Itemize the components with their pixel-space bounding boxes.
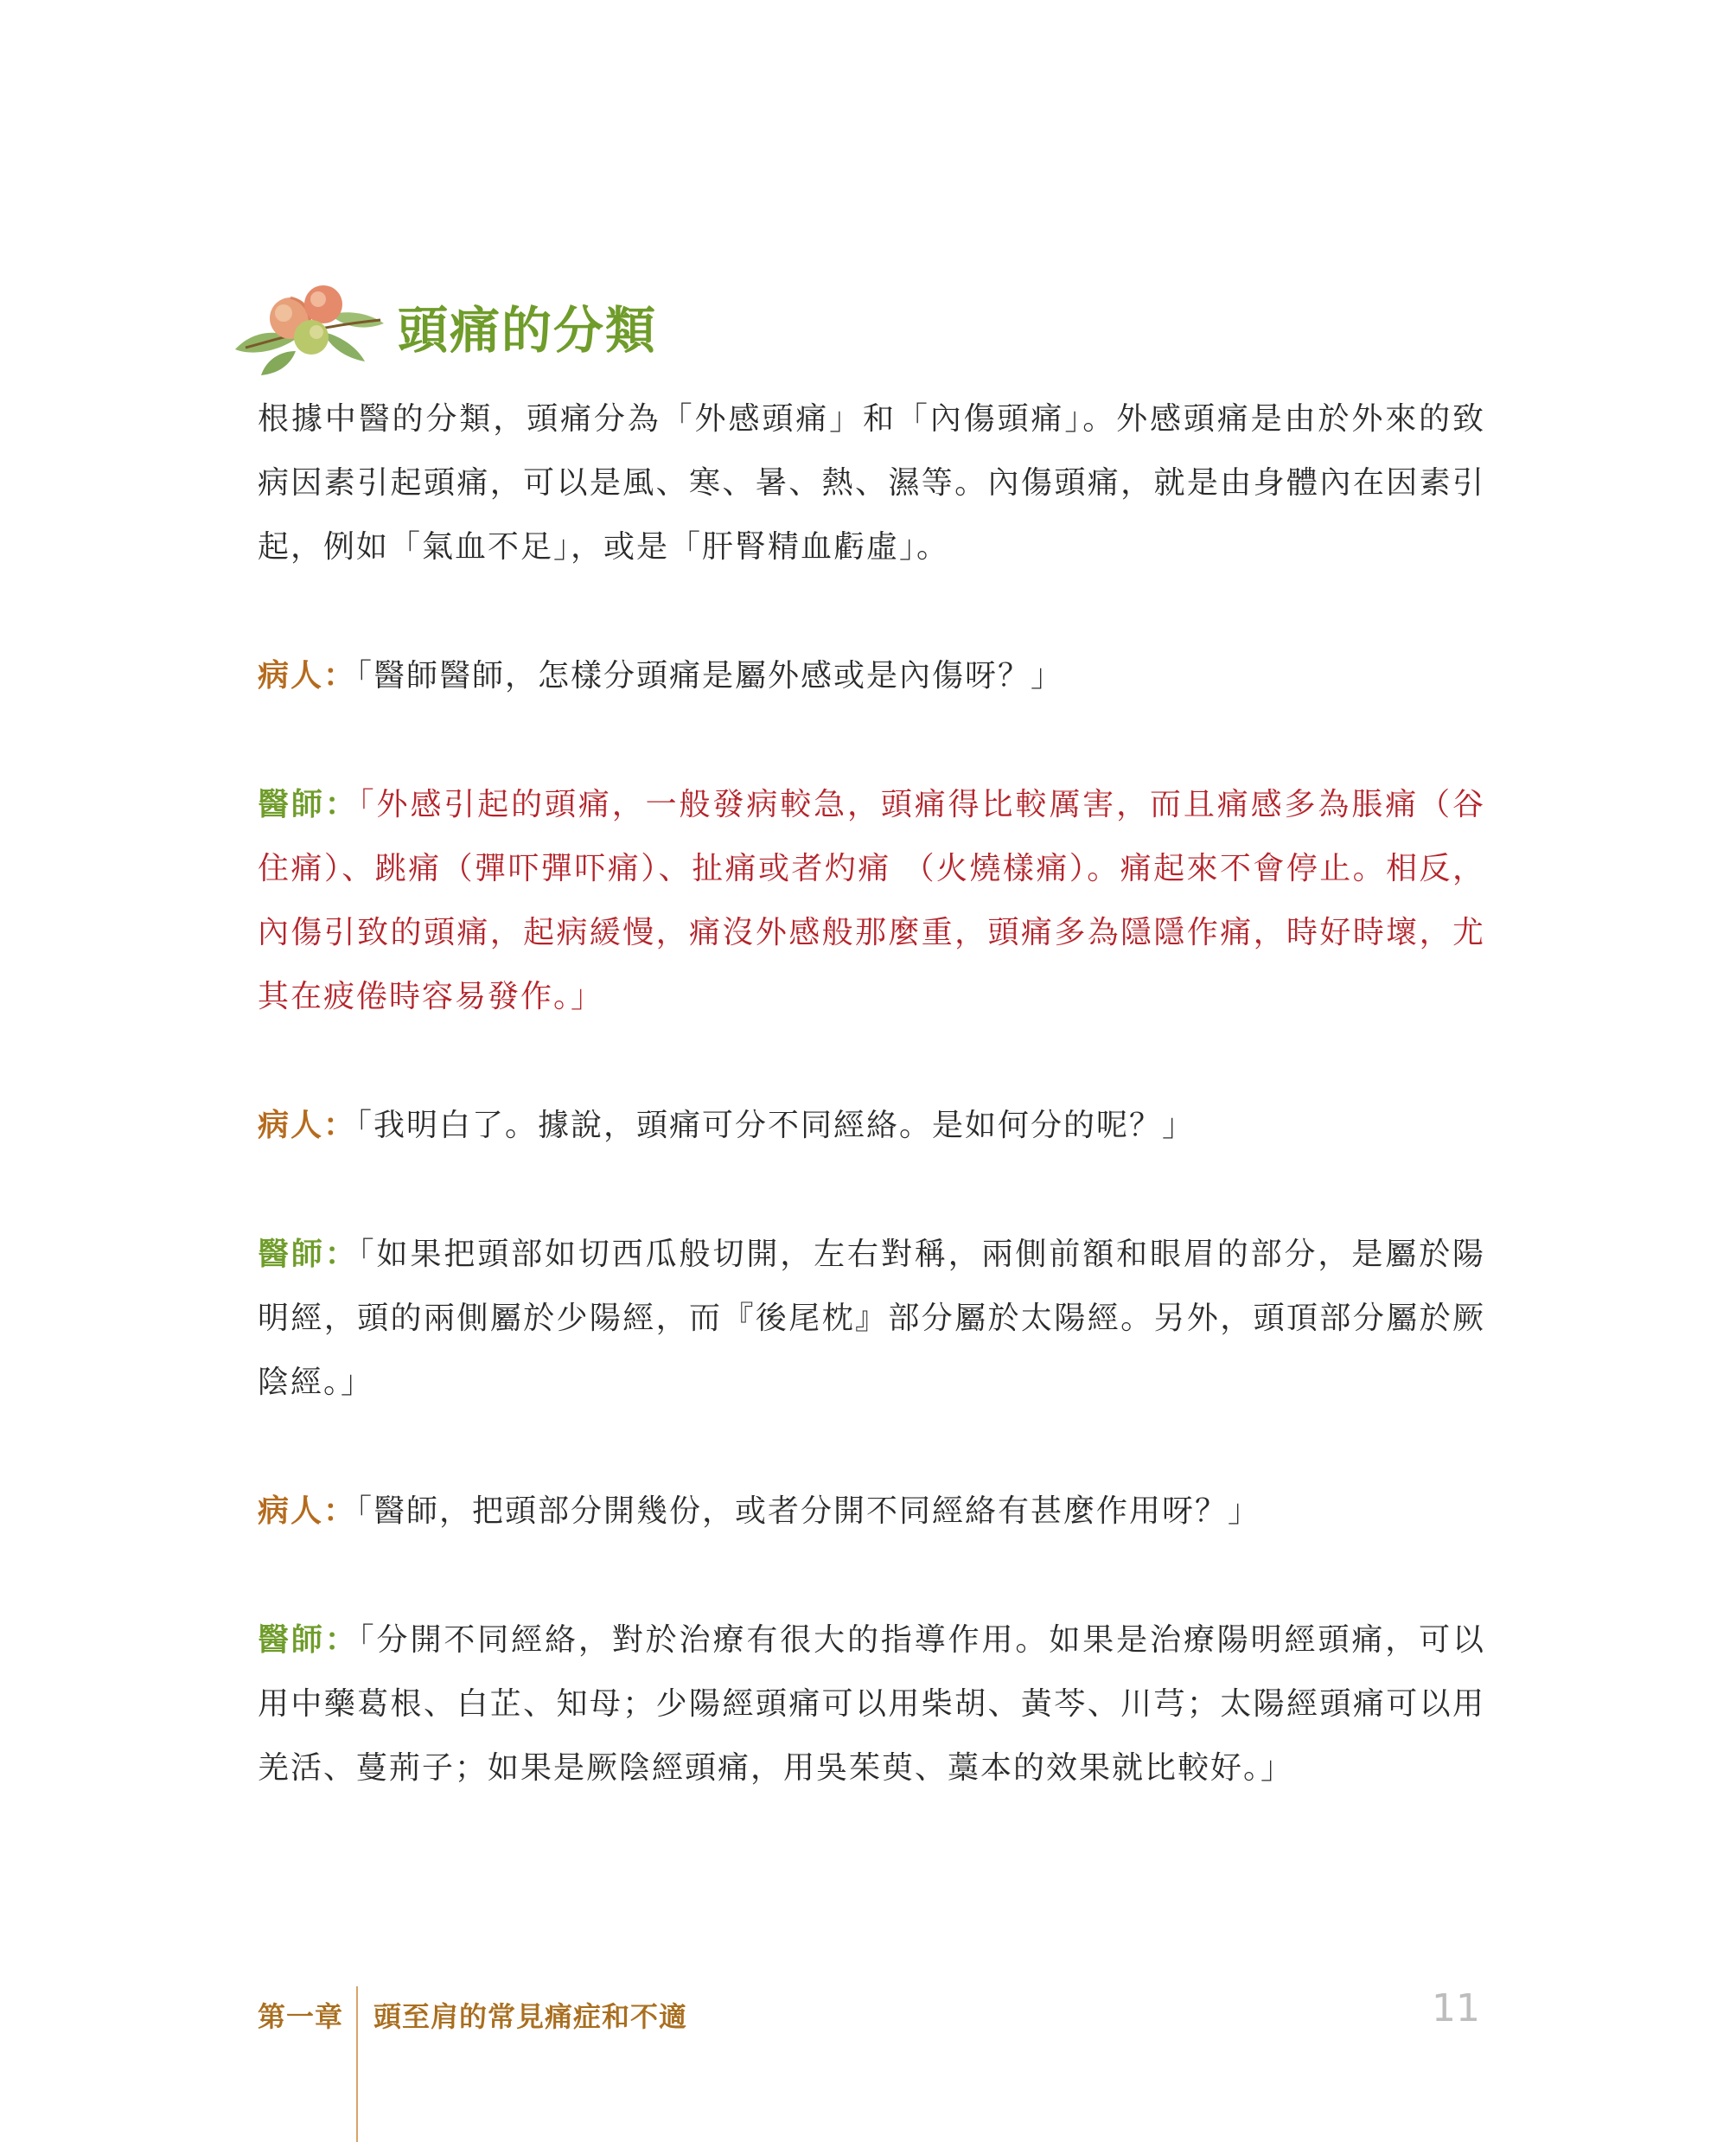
dialogue-line (258, 1608, 1485, 1800)
page-footer (258, 1986, 1485, 2038)
speaker-label: 醫師： (258, 1621, 359, 1658)
speaker-label: 病人： (258, 657, 357, 694)
section-title: 頭痛的分類 (398, 301, 658, 360)
body-text (258, 387, 1485, 1800)
dialogue-line (258, 772, 1485, 1029)
dialogue-text: 「我明白了。據說，頭痛可分不同經絡。是如何分的呢？」 (356, 1108, 1196, 1143)
footer-divider (356, 1986, 358, 2142)
speaker-label: 醫師： (258, 1236, 359, 1272)
chapter-title: 頭至肩的常見痛症和不適 (373, 2000, 688, 2033)
dialogue-text: 「醫師，把頭部分開幾份，或者分開不同經絡有甚麼作用呀？」 (356, 1493, 1261, 1529)
dialogue-line (258, 1479, 1485, 1544)
speaker-label: 醫師： (258, 786, 359, 822)
speaker-label: 病人： (258, 1493, 357, 1529)
dialogue-line (258, 1222, 1485, 1415)
intro-paragraph: 根據中醫的分類，頭痛分為「外感頭痛」和「內傷頭痛」。外感頭痛是由於外來的致病因素引起頭痛，可以是風、寒、暑、熱、濕等。內傷頭痛，就是由身體內在因素引起，例如「氣血不足」，或是「肝腎精血虧虛」。 (258, 401, 1485, 565)
dialogue-text: 「如果把頭部如切西瓜般切開，左右對稱，兩側前額和眼眉的部分，是屬於陽明經，頭的兩側屬於少陽經，而『後尾枕』部分屬於太陽經。另外，頭頂部分屬於厥陰經。」 (258, 1237, 1485, 1400)
peach-branch-icon (227, 278, 391, 382)
dialogue-line (258, 1093, 1485, 1158)
dialogue-text: 「外感引起的頭痛，一般發病較急，頭痛得比較厲害，而且痛感多為脹痛（谷住痛）、跳痛（彈吓彈吓痛）、扯痛或者灼痛 （火燒樣痛）。痛起來不會停止。相反，內傷引致的頭痛，起病緩慢，痛沒外感般那麼重，頭痛多為隱隱作痛，時好時壞，尤其在疲倦時容易發作。」 (258, 787, 1485, 1014)
dialogue-text: 「分開不同經絡，對於治療有很大的指導作用。如果是治療陽明經頭痛，可以用中藥葛根、白芷、知母；少陽經頭痛可以用柴胡、黃芩、川芎；太陽經頭痛可以用羌活、蔓荊子；如果是厥陰經頭痛，用吳茱萸、藁本的效果就比較好。」 (258, 1622, 1485, 1786)
chapter-label: 第一章 (258, 2000, 344, 2033)
section-heading (227, 278, 657, 382)
page-number: 11 (1432, 1986, 1480, 2030)
dialogue-text: 「醫師醫師，怎樣分頭痛是屬外感或是內傷呀？」 (356, 658, 1064, 694)
speaker-label: 病人： (258, 1107, 357, 1143)
dialogue-line (258, 643, 1485, 708)
